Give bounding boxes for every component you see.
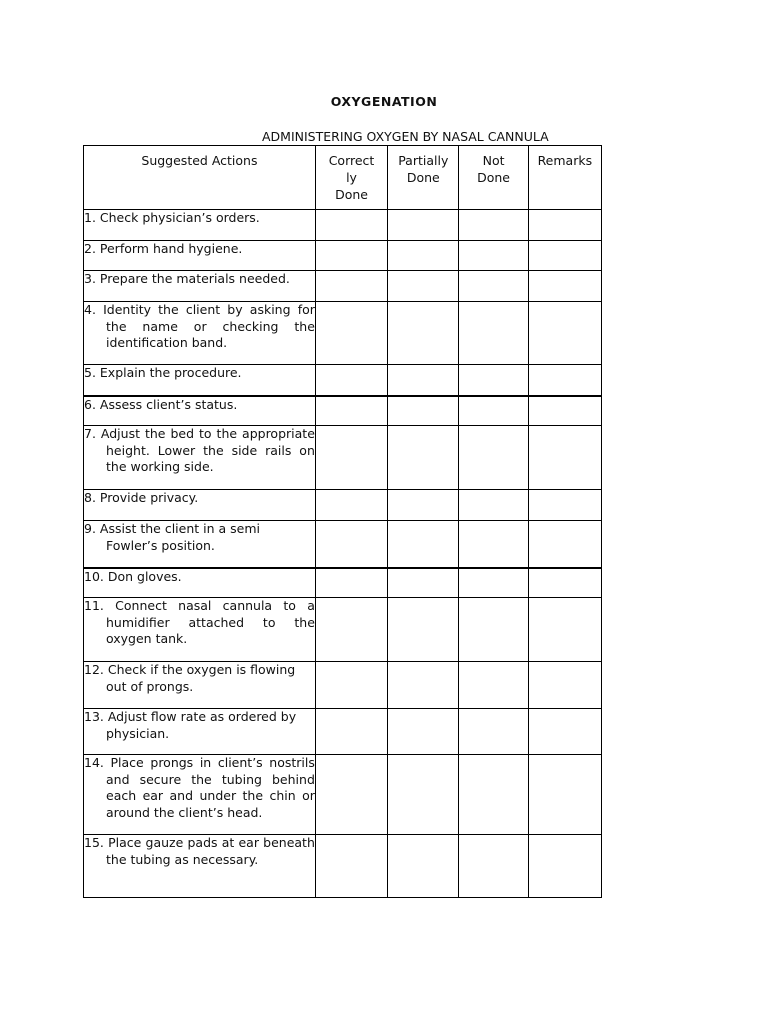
action-text: 4. Identity the client by asking for the name or checking the identification band. [84,302,315,350]
table-row [84,365,602,396]
partially-done-cell[interactable] [388,426,459,490]
partially-done-cell[interactable] [388,396,459,426]
partially-done-cell[interactable] [388,521,459,568]
remarks-cell[interactable] [528,302,601,365]
action-cell [84,210,316,241]
not-done-cell[interactable] [459,755,528,835]
remarks-cell[interactable] [528,490,601,521]
not-done-cell[interactable] [459,210,528,241]
action-cell [84,365,316,396]
remarks-cell[interactable] [528,210,601,241]
table-row [84,396,602,426]
header-label: Done [477,170,510,185]
remarks-cell[interactable] [528,662,601,709]
partially-done-cell[interactable] [388,210,459,241]
header-suggested-actions [84,146,316,210]
partially-done-cell[interactable] [388,490,459,521]
action-cell [84,835,316,898]
partially-done-cell[interactable] [388,365,459,396]
partially-done-cell[interactable] [388,271,459,302]
action-cell [84,755,316,835]
action-cell [84,490,316,521]
remarks-cell[interactable] [528,241,601,271]
correctly-done-cell[interactable] [315,709,387,755]
correctly-done-cell[interactable] [315,396,387,426]
table-row [84,662,602,709]
action-text: 14. Place prongs in client’s nostrils and secure the tubing behind each ear and under the chin or around the client’s head. [84,755,315,820]
action-text: 1. Check physician’s orders. [84,210,260,225]
not-done-cell[interactable] [459,426,528,490]
not-done-cell[interactable] [459,241,528,271]
correctly-done-cell[interactable] [315,755,387,835]
document-title: OXYGENATION [330,94,438,109]
table-row [84,271,602,302]
action-text: 13. Adjust flow rate as ordered by physician. [84,709,297,741]
table-row [84,755,602,835]
partially-done-cell[interactable] [388,598,459,662]
header-remarks [528,146,601,210]
partially-done-cell[interactable] [388,709,459,755]
table-row [84,490,602,521]
action-cell [84,521,316,568]
action-text: 9. Assist the client in a semi Fowler’s position. [84,521,260,553]
remarks-cell[interactable] [528,271,601,302]
correctly-done-cell[interactable] [315,568,387,598]
correctly-done-cell[interactable] [315,521,387,568]
correctly-done-cell[interactable] [315,302,387,365]
partially-done-cell[interactable] [388,835,459,898]
remarks-cell[interactable] [528,568,601,598]
remarks-cell[interactable] [528,521,601,568]
header-label: Remarks [537,153,593,168]
table-row [84,302,602,365]
action-cell [84,396,316,426]
table-row [84,709,602,755]
not-done-cell[interactable] [459,521,528,568]
partially-done-cell[interactable] [388,241,459,271]
action-text: 5. Explain the procedure. [84,365,242,380]
header-label: ly [346,170,357,185]
action-cell [84,598,316,662]
partially-done-cell[interactable] [388,662,459,709]
partially-done-cell[interactable] [388,302,459,365]
correctly-done-cell[interactable] [315,241,387,271]
action-cell [84,426,316,490]
correctly-done-cell[interactable] [315,598,387,662]
not-done-cell[interactable] [459,302,528,365]
table-row [84,210,602,241]
header-not-done [459,146,528,210]
action-text: 11. Connect nasal cannula to a humidifier attached to the oxygen tank. [84,598,315,646]
action-text: 2. Perform hand hygiene. [84,241,243,256]
action-text: 15. Place gauze pads at ear beneath the tubing as necessary. [84,835,315,867]
remarks-cell[interactable] [528,755,601,835]
action-text: 12. Check if the oxygen is flowing out of prongs. [84,662,296,694]
table-row [84,568,602,598]
header-label: Done [335,187,368,202]
action-cell [84,241,316,271]
table-row [84,598,602,662]
not-done-cell[interactable] [459,835,528,898]
remarks-cell[interactable] [528,396,601,426]
correctly-done-cell[interactable] [315,271,387,302]
action-text: 7. Adjust the bed to the appropriate height. Lower the side rails on the working side. [84,426,315,474]
not-done-cell[interactable] [459,568,528,598]
remarks-cell[interactable] [528,709,601,755]
not-done-cell[interactable] [459,365,528,396]
table-header-row [84,146,602,210]
correctly-done-cell[interactable] [315,835,387,898]
not-done-cell[interactable] [459,490,528,521]
action-text: 3. Prepare the materials needed. [84,271,290,286]
correctly-done-cell[interactable] [315,490,387,521]
header-label: Correct [328,153,375,168]
not-done-cell[interactable] [459,709,528,755]
action-cell [84,568,316,598]
correctly-done-cell[interactable] [315,662,387,709]
table-row [84,521,602,568]
correctly-done-cell[interactable] [315,365,387,396]
table-row [84,835,602,898]
correctly-done-cell[interactable] [315,210,387,241]
not-done-cell[interactable] [459,271,528,302]
remarks-cell[interactable] [528,598,601,662]
table-row [84,426,602,490]
not-done-cell[interactable] [459,598,528,662]
checklist-table [83,145,602,898]
action-text: 10. Don gloves. [84,568,182,584]
remarks-cell[interactable] [528,426,601,490]
remarks-cell[interactable] [528,365,601,396]
correctly-done-cell[interactable] [315,426,387,490]
partially-done-cell[interactable] [388,755,459,835]
action-text: 8. Provide privacy. [84,490,199,505]
not-done-cell[interactable] [459,662,528,709]
partially-done-cell[interactable] [388,568,459,598]
remarks-cell[interactable] [528,835,601,898]
header-label: Not [482,153,505,168]
header-label: Suggested Actions [141,153,258,168]
action-cell [84,302,316,365]
not-done-cell[interactable] [459,396,528,426]
action-cell [84,709,316,755]
header-partially-done [388,146,459,210]
action-text: 6. Assess client’s status. [84,396,238,412]
header-label: Partially [398,153,449,168]
action-cell [84,271,316,302]
action-cell [84,662,316,709]
document-subtitle: ADMINISTERING OXYGEN BY NASAL CANNULA [262,129,549,144]
table-row [84,241,602,271]
header-correctly-done [315,146,387,210]
header-label: Done [406,170,440,185]
